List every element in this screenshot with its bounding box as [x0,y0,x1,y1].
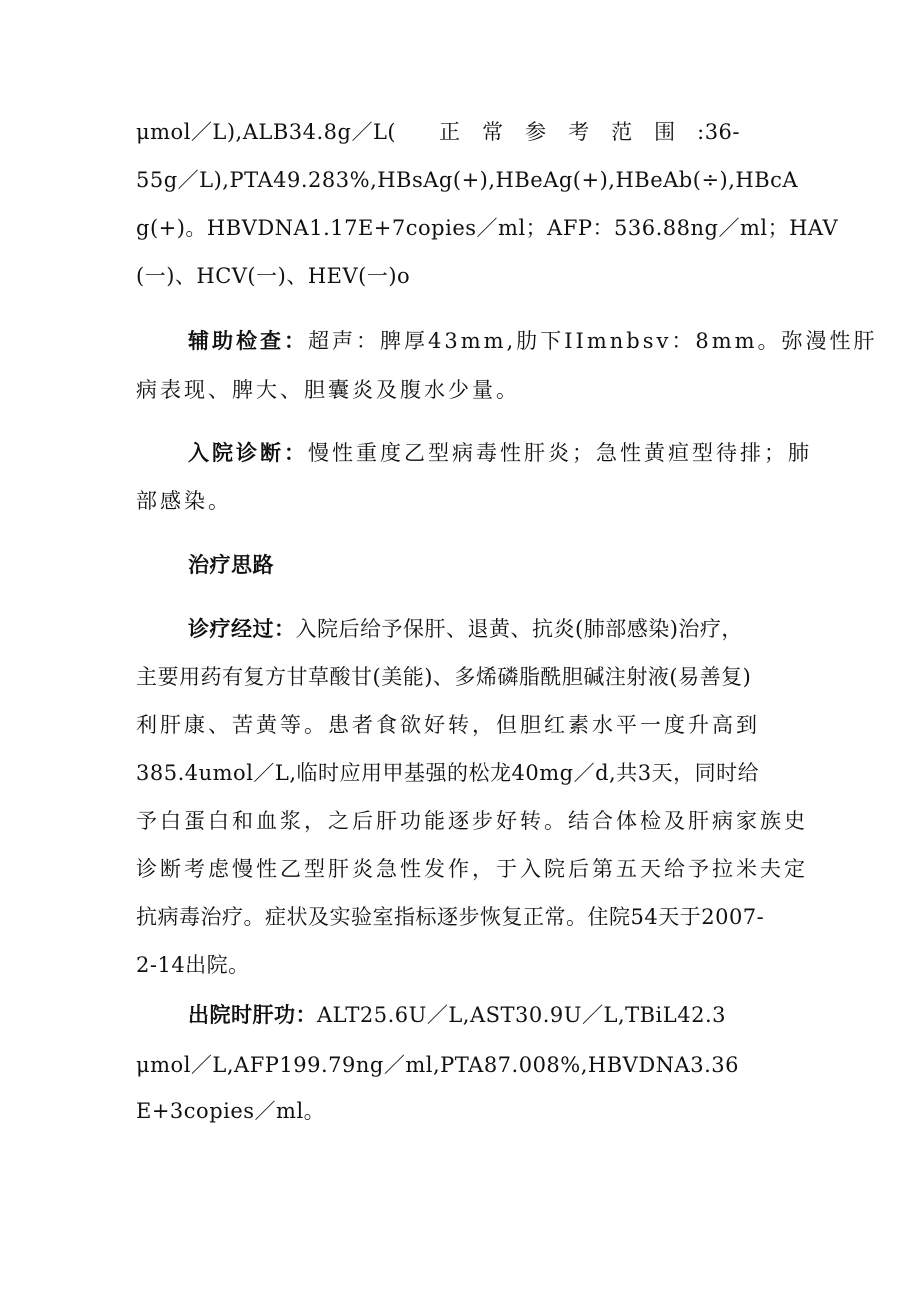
treatment-approach-heading: 治疗思路 [188,552,274,577]
auxiliary-exam-heading: 辅助检查： [188,328,308,353]
treatment-course-paragraph [188,614,792,644]
admission-diagnosis-heading: 入院诊断： [188,440,308,465]
lab-results-line-4: (一)、HCV(一)、HEV(一)o [136,264,411,288]
treatment-course-line-8: 2-14出院。 [136,953,250,977]
admission-diagnosis-line-2: 部感染。 [136,489,232,513]
discharge-liver-function-line-3: E+3copies／ml。 [136,1099,326,1123]
discharge-liver-function-text: ALT25.6U／L,AST30.9U／L,TBiL42.3 [317,1003,726,1027]
treatment-course-line-7: 抗病毒治疗。症状及实验室指标逐步恢复正常。住院54天于2007- [136,905,765,929]
treatment-course-text: 入院后给予保肝、退黄、抗炎(肺部感染)治疗， [295,617,743,641]
auxiliary-exam-paragraph [188,326,878,356]
lab-results-line-2: 55g／L),PTA49.283%,HBsAg(+),HBeAg(+),HBeAb(÷),HBcA [136,168,799,192]
auxiliary-exam-line-2: 病表现、脾大、胆囊炎及腹水少量。 [136,378,520,402]
treatment-course-line-6: 诊断考虑慢性乙型肝炎急性发作，于入院后第五天给予拉米夫定 [136,857,808,881]
discharge-liver-function-line-2: μmol／L,AFP199.79ng／ml,PTA87.008%,HBVDNA3.36 [136,1053,739,1077]
treatment-course-heading: 诊疗经过： [188,616,296,641]
admission-diagnosis-paragraph [188,438,812,468]
discharge-liver-function-heading: 出院时肝功： [188,1002,317,1027]
treatment-course-line-5: 予白蛋白和血浆，之后肝功能逐步好转。结合体检及肝病家族史 [136,809,808,833]
lab-results-line-3: g(+)。HBVDNA1.17E+7copies／ml；AFP：536.88ng／ml；HAV [136,216,839,240]
auxiliary-exam-text: 超声：脾厚43mm,肋下IImnbsv：8mm。弥漫性肝 [308,329,878,353]
lab-results-line-1: μmol／L),ALB34.8g／L( 正 常 参 考 范 围 :36- [136,120,741,144]
treatment-course-line-3: 利肝康、苦黄等。患者食欲好转，但胆红素水平一度升高到 [136,713,760,737]
admission-diagnosis-text: 慢性重度乙型病毒性肝炎；急性黄疸型待排；肺 [308,441,812,465]
discharge-liver-function-paragraph [188,1000,792,1030]
treatment-course-line-2: 主要用药有复方甘草酸甘(美能)、多烯磷脂酰胆碱注射液(易善复) [136,665,752,689]
treatment-course-line-4: 385.4umol／L,临时应用甲基强的松龙40mg／d,共3天，同时给 [136,761,760,785]
